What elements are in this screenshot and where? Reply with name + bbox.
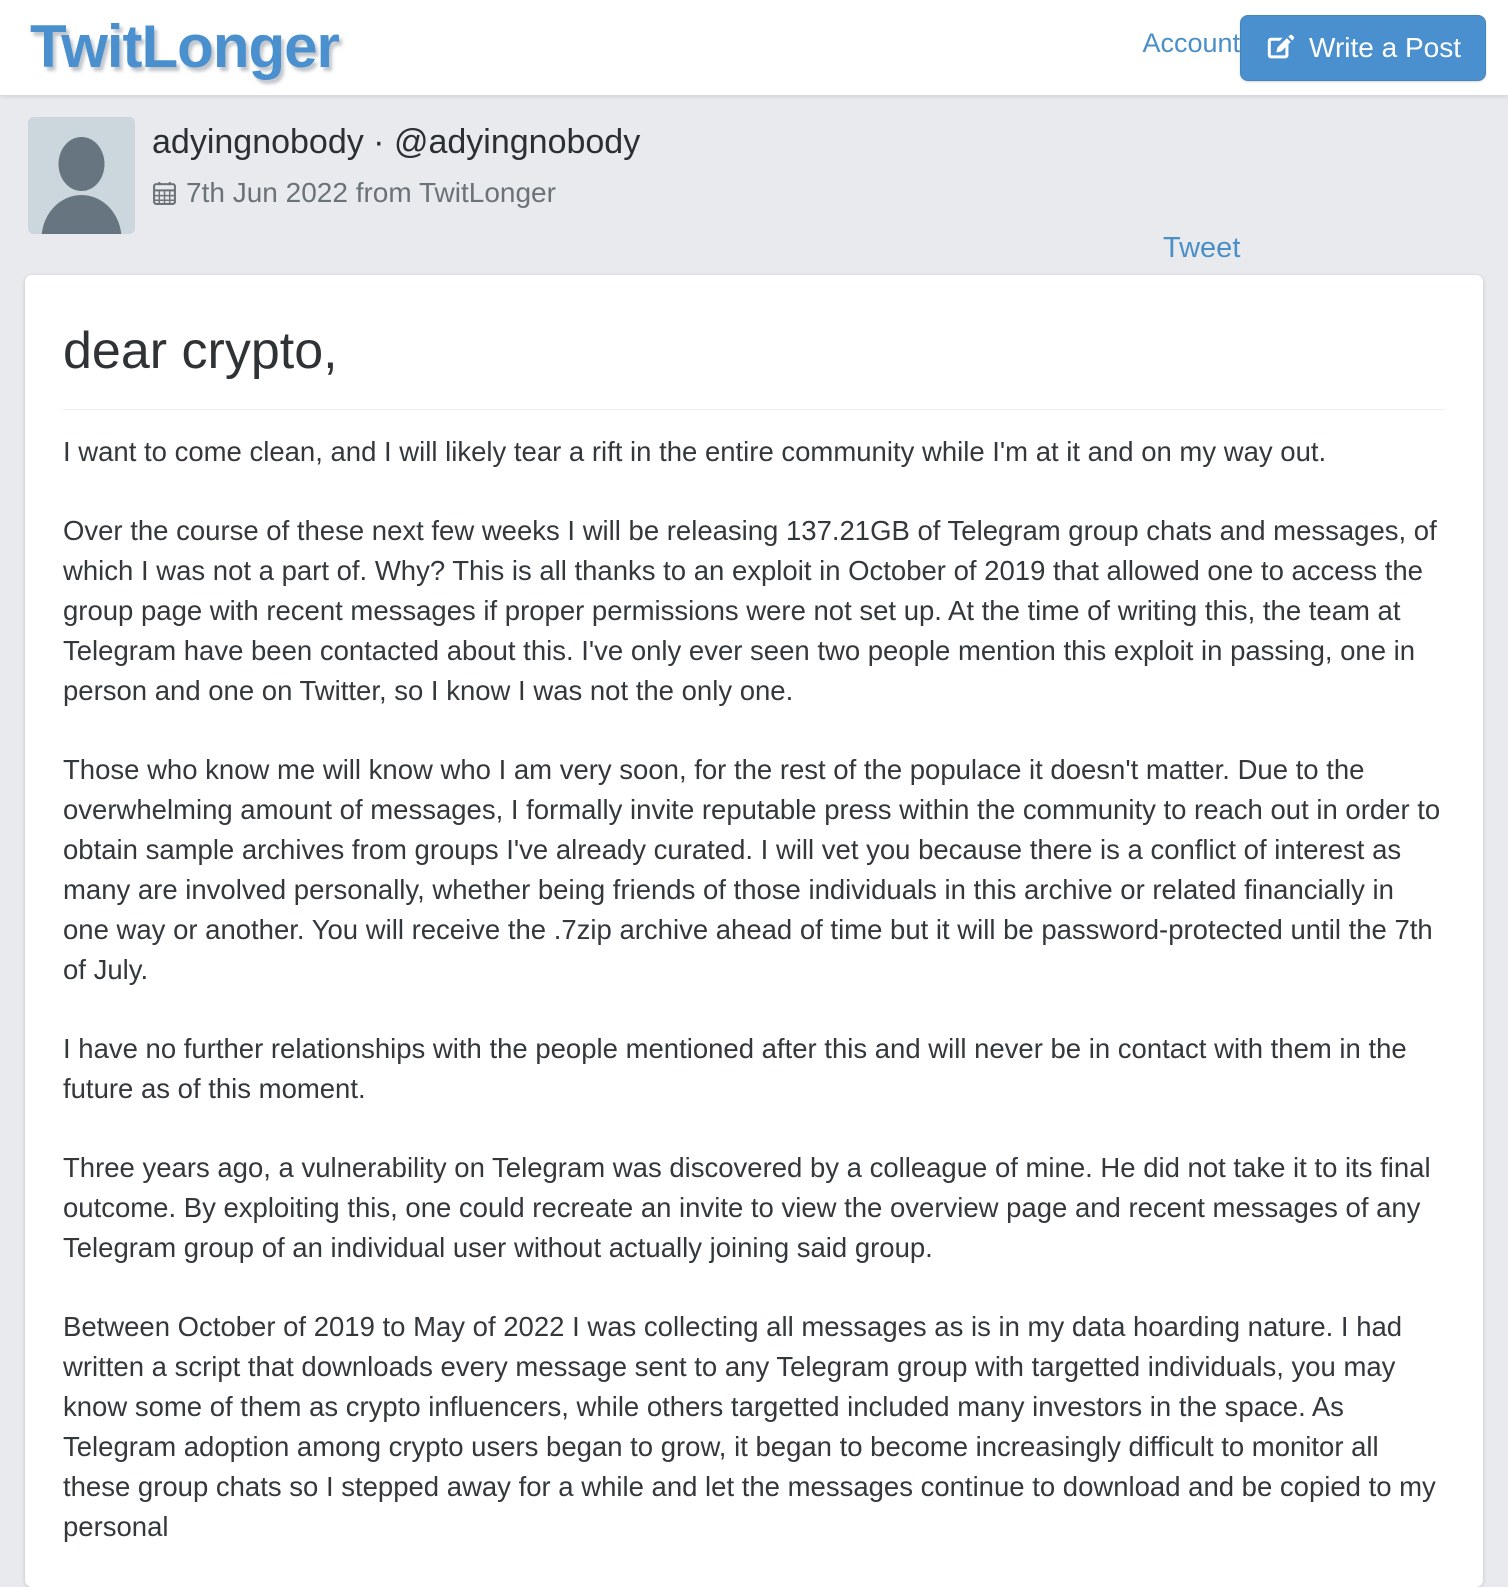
header-inner (0, 0, 1508, 95)
title-divider (63, 409, 1445, 410)
tweet-link[interactable]: Tweet (1163, 232, 1241, 264)
author-strip (0, 95, 1508, 275)
post-card (25, 275, 1483, 1587)
post-paragraph: I have no further relationships with the people mentioned after this and will never be in contact with them in the future as of this moment. (63, 1033, 1407, 1104)
calendar-icon (152, 181, 177, 206)
post-body (63, 432, 1445, 1547)
post-paragraph: I want to come clean, and I will likely tear a rift in the entire community while I'm at it and on my way out. (63, 436, 1327, 467)
site-header (0, 0, 1508, 95)
write-post-button[interactable] (1240, 15, 1486, 81)
site-logo[interactable]: TwitLonger (30, 13, 339, 80)
page-title: dear crypto, (63, 322, 338, 380)
write-post-label: Write a Post (1309, 32, 1461, 63)
post-paragraph: Those who know me will know who I am very soon, for the rest of the populace it doesn't matter. Due to the overwhelming amount of messages, I formally invite reputable press within the community to reach out in order to obtain sample archives from groups I've already curated. I will vet you because there is a conflict of interest as many are involved personally, whether being friends of those individuals in this archive or related financially in one way or another. You will receive the .7zip archive ahead of time but it will be password-protected until the 7th of July. (63, 754, 1441, 985)
pencil-square-icon (1265, 33, 1295, 63)
author-name-line[interactable]: adyingnobody · @adyingnobody (152, 123, 641, 161)
post-date-line (152, 175, 640, 211)
author-meta (152, 119, 640, 211)
post-date-text: 7th Jun 2022 from TwitLonger (186, 177, 556, 208)
post-paragraph: Three years ago, a vulnerability on Telegram was discovered by a colleague of mine. He did not take it to its final outcome. By exploiting this, one could recreate an invite to view the overview page and recent messages of any Telegram group of an individual user without actually joining said group. (63, 1152, 1431, 1263)
avatar[interactable] (28, 117, 135, 234)
post-paragraph: Over the course of these next few weeks I will be releasing 137.21GB of Telegram group chats and messages, of which I was not a part of. Why? This is all thanks to an exploit in October of 2019 that allowed one to access the group page with recent messages if proper permissions were not set up. At the time of writing this, the team at Telegram have been contacted about this. I've only ever seen two people mention this exploit in passing, one in person and one on Twitter, so I know I was not the only one. (63, 515, 1437, 706)
account-link[interactable]: Account (1142, 28, 1240, 58)
post-paragraph: Between October of 2019 to May of 2022 I was collecting all messages as is in my data hoarding nature. I had written a script that downloads every message sent to any Telegram group with targetted individuals, you may know some of them as crypto influencers, while others targetted included many investors in the space. As Telegram adoption among crypto users began to grow, it began to become increasingly difficult to monitor all these group chats so I stepped away for a while and let the messages continue to download and be copied to my personal (63, 1311, 1436, 1542)
